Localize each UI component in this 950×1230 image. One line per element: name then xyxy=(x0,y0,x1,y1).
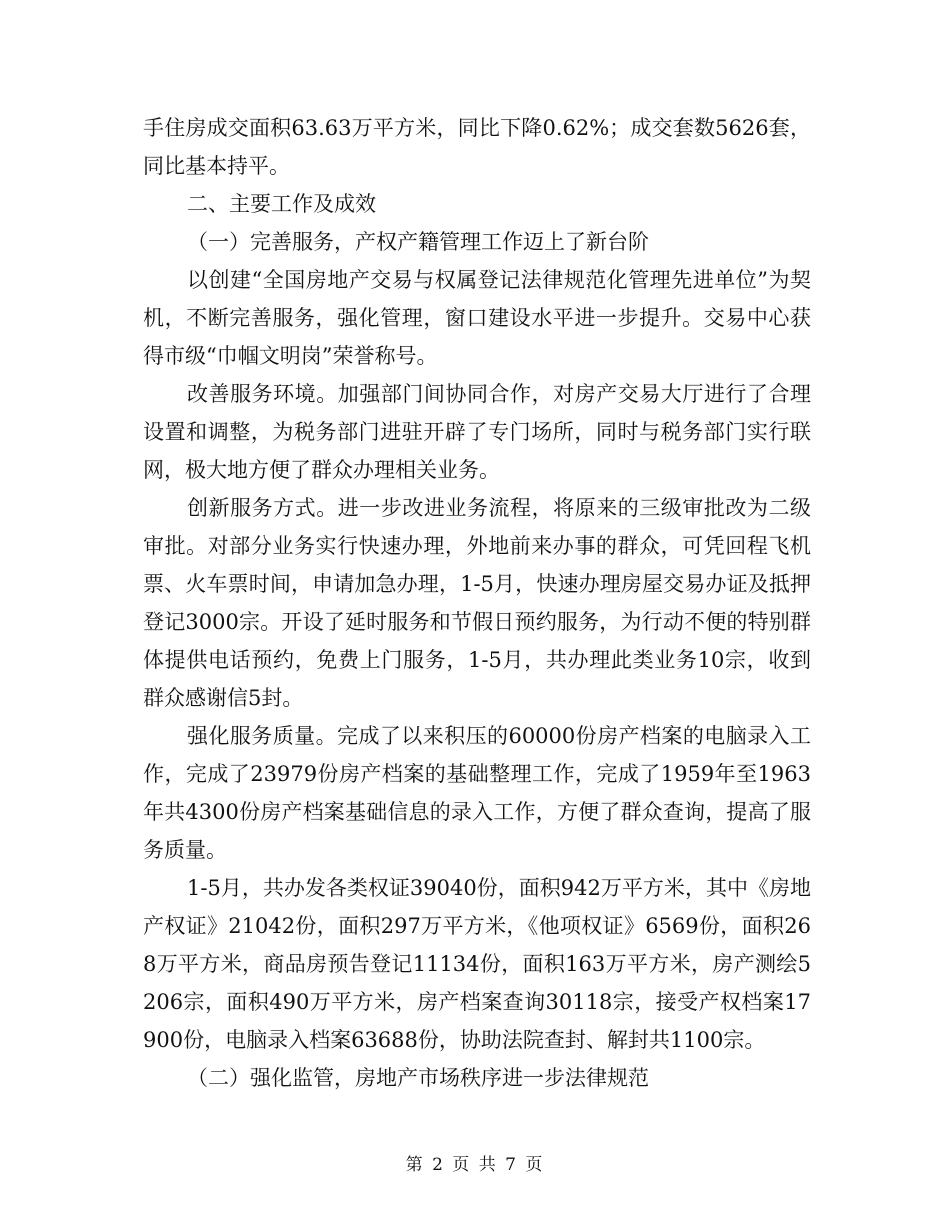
document-body xyxy=(143,109,811,1097)
paragraph-service-method: 创新服务方式。进一步改进业务流程，将原来的三级审批改为二级审批。对部分业务实行快速办理，外地前来办事的群众，可凭回程飞机票、火车票时间，申请加急办理，1-5月，快速办理房屋交易办证及抵押登记3000宗。开设了延时服务和节假日预约服务，为行动不便的特别群体提供电话预约，免费上门服务，1-5月，共办理此类业务10宗，收到群众感谢信5封。 xyxy=(143,496,811,710)
subsection-heading-2: （二）强化监管，房地产市场秩序进一步法律规范 xyxy=(187,1066,649,1090)
paragraph-statistics: 1-5月，共办发各类权证39040份，面积942万平方米，其中《房地产权证》21042份，面积297万平方米，《他项权证》6569份，面积268万平方米，商品房预告登记11134份，面积163万平方米，房产测绘5206宗，面积490万平方米，房产档案查询30118宗，接受产权档案17900份，电脑录入档案63688份，协助法院查封、解封共1100宗。 xyxy=(143,876,811,1052)
paragraph-intro: 以创建“全国房地产交易与权属登记法律规范化管理先进单位”为契机，不断完善服务，强化管理，窗口建设水平进一步提升。交易中心获得市级“巾帼文明岗”荣誉称号。 xyxy=(143,268,811,368)
paragraph-continuation: 手住房成交面积63.63万平方米，同比下降0.62%；成交套数5626套，同比基本持平。 xyxy=(143,116,811,178)
section-heading: 二、主要工作及成效 xyxy=(187,192,376,216)
page-number: 第 2 页 共 7 页 xyxy=(405,1155,545,1175)
subsection-heading-1: （一）完善服务，产权产籍管理工作迈上了新台阶 xyxy=(187,230,649,254)
paragraph-service-quality: 强化服务质量。完成了以来积压的60000份房产档案的电脑录入工作，完成了23979份房产档案的基础整理工作，完成了1959年至1963年共4300份房产档案基础信息的录入工作，方便了群众查询，提高了服务质量。 xyxy=(143,724,811,862)
paragraph-environment: 改善服务环境。加强部门间协同合作，对房产交易大厅进行了合理设置和调整，为税务部门进驻开辟了专门场所，同时与税务部门实行联网，极大地方便了群众办理相关业务。 xyxy=(143,382,811,482)
